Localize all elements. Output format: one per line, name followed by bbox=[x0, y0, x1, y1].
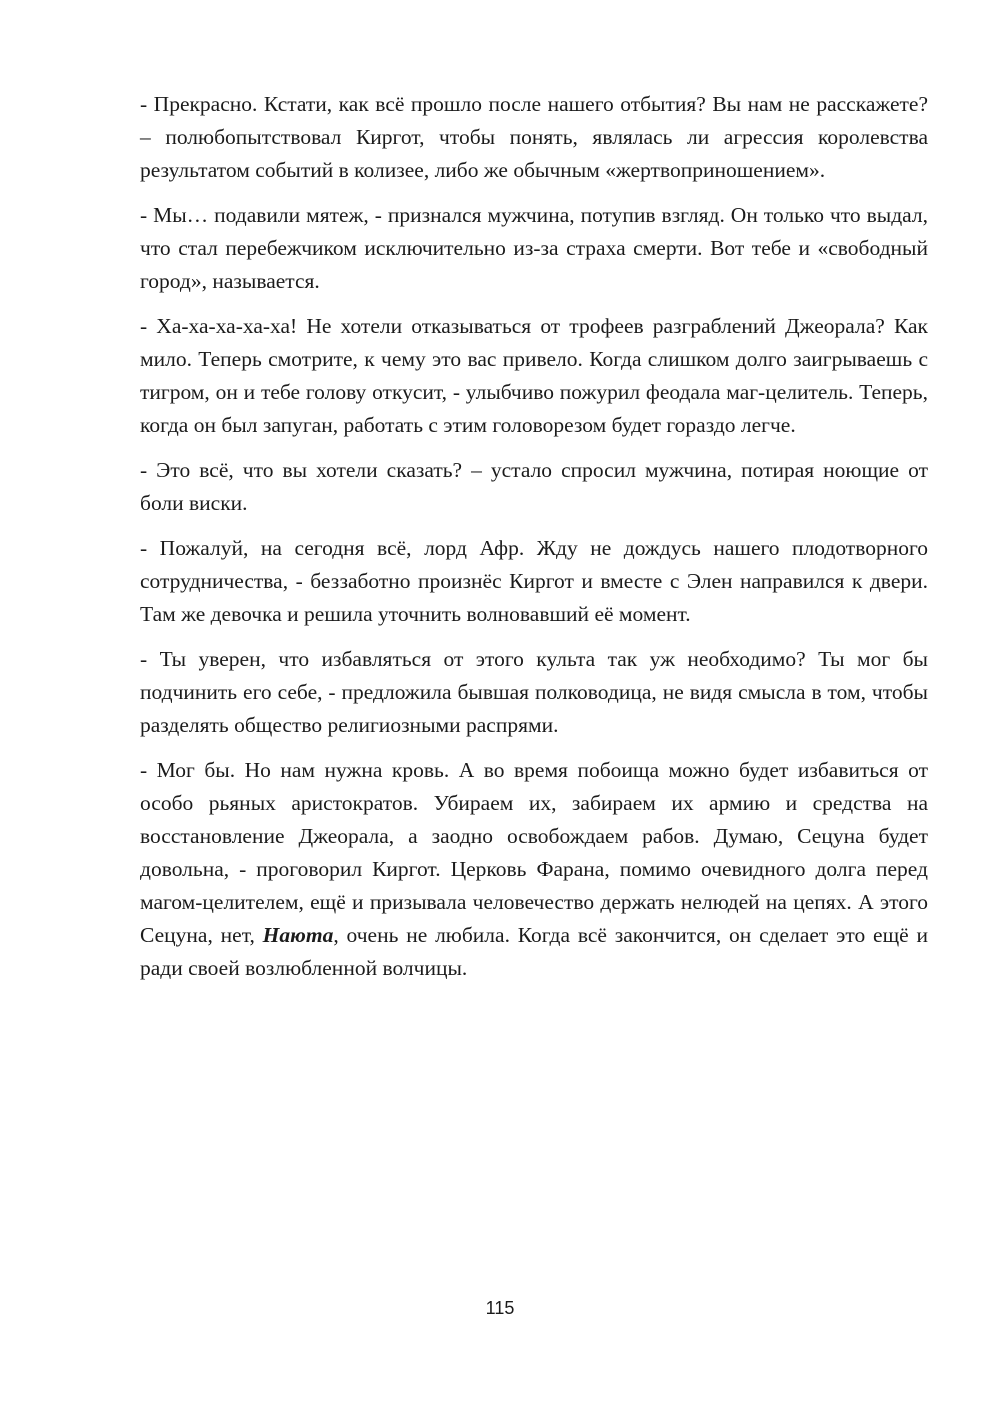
paragraph bbox=[140, 199, 928, 298]
text-segment: - Ха-ха-ха-ха-ха! Не хотели отказываться от трофеев разграблений Джеорала? Как мило. Теперь смотрите, к чему это вас привело. Когда слишком долго заигрываешь с тигром, он и тебе голову откусит, - улыбчиво пожурил феодала маг-целитель. Теперь, когда он был запуган, работать с этим головорезом будет гораздо легче. bbox=[140, 314, 928, 437]
text-segment: - Мы… подавили мятеж, - признался мужчина, потупив взгляд. Он только что выдал, что стал перебежчиком исключительно из-за страха смерти. Вот тебе и «свободный город», называется. bbox=[140, 203, 928, 293]
text-segment: - Это всё, что вы хотели сказать? – устало спросил мужчина, потирая ноющие от боли виски. bbox=[140, 458, 928, 515]
text-segment: - Ты уверен, что избавляться от этого культа так уж необходимо? Ты мог бы подчинить его себе, - предложила бывшая полководица, не видя смысла в том, чтобы разделять общество религиозными распрями. bbox=[140, 647, 928, 737]
emphasized-name: Наюта bbox=[262, 923, 334, 947]
paragraph bbox=[140, 88, 928, 187]
page-text bbox=[140, 88, 928, 997]
paragraph bbox=[140, 754, 928, 985]
paragraph bbox=[140, 454, 928, 520]
text-segment: - Мог бы. Но нам нужна кровь. А во время побоища можно будет избавиться от особо рьяных аристократов. Убираем их, забираем их армию и средства на восстановление Джеорала, а заодно освобождаем рабов. Думаю, Сецуна будет довольна, - проговорил Киргот. Церковь Фарана, помимо очевидного долга перед магом-целителем, ещё и призывала человечество держать нелюдей на цепях. А этого Сецуна, нет, bbox=[140, 758, 928, 947]
text-segment: - Прекрасно. Кстати, как всё прошло после нашего отбытия? Вы нам не расскажете? – полюбопытствовал Киргот, чтобы понять, являлась ли агрессия королевства результатом событий в колизее, либо же обычным «жертвоприношением». bbox=[140, 92, 928, 182]
paragraph bbox=[140, 643, 928, 742]
text-segment: - Пожалуй, на сегодня всё, лорд Афр. Жду не дождусь нашего плодотворного сотрудничества, - беззаботно произнёс Киргот и вместе с Элен направился к двери. Там же девочка и решила уточнить волновавший её момент. bbox=[140, 536, 928, 626]
page-number: 115 bbox=[485, 1298, 515, 1318]
paragraph bbox=[140, 310, 928, 442]
text-segment: , очень не любила. Когда всё закончится, он сделает это ещё и ради своей возлюбленной волчицы. bbox=[140, 923, 929, 980]
paragraph bbox=[140, 532, 928, 631]
